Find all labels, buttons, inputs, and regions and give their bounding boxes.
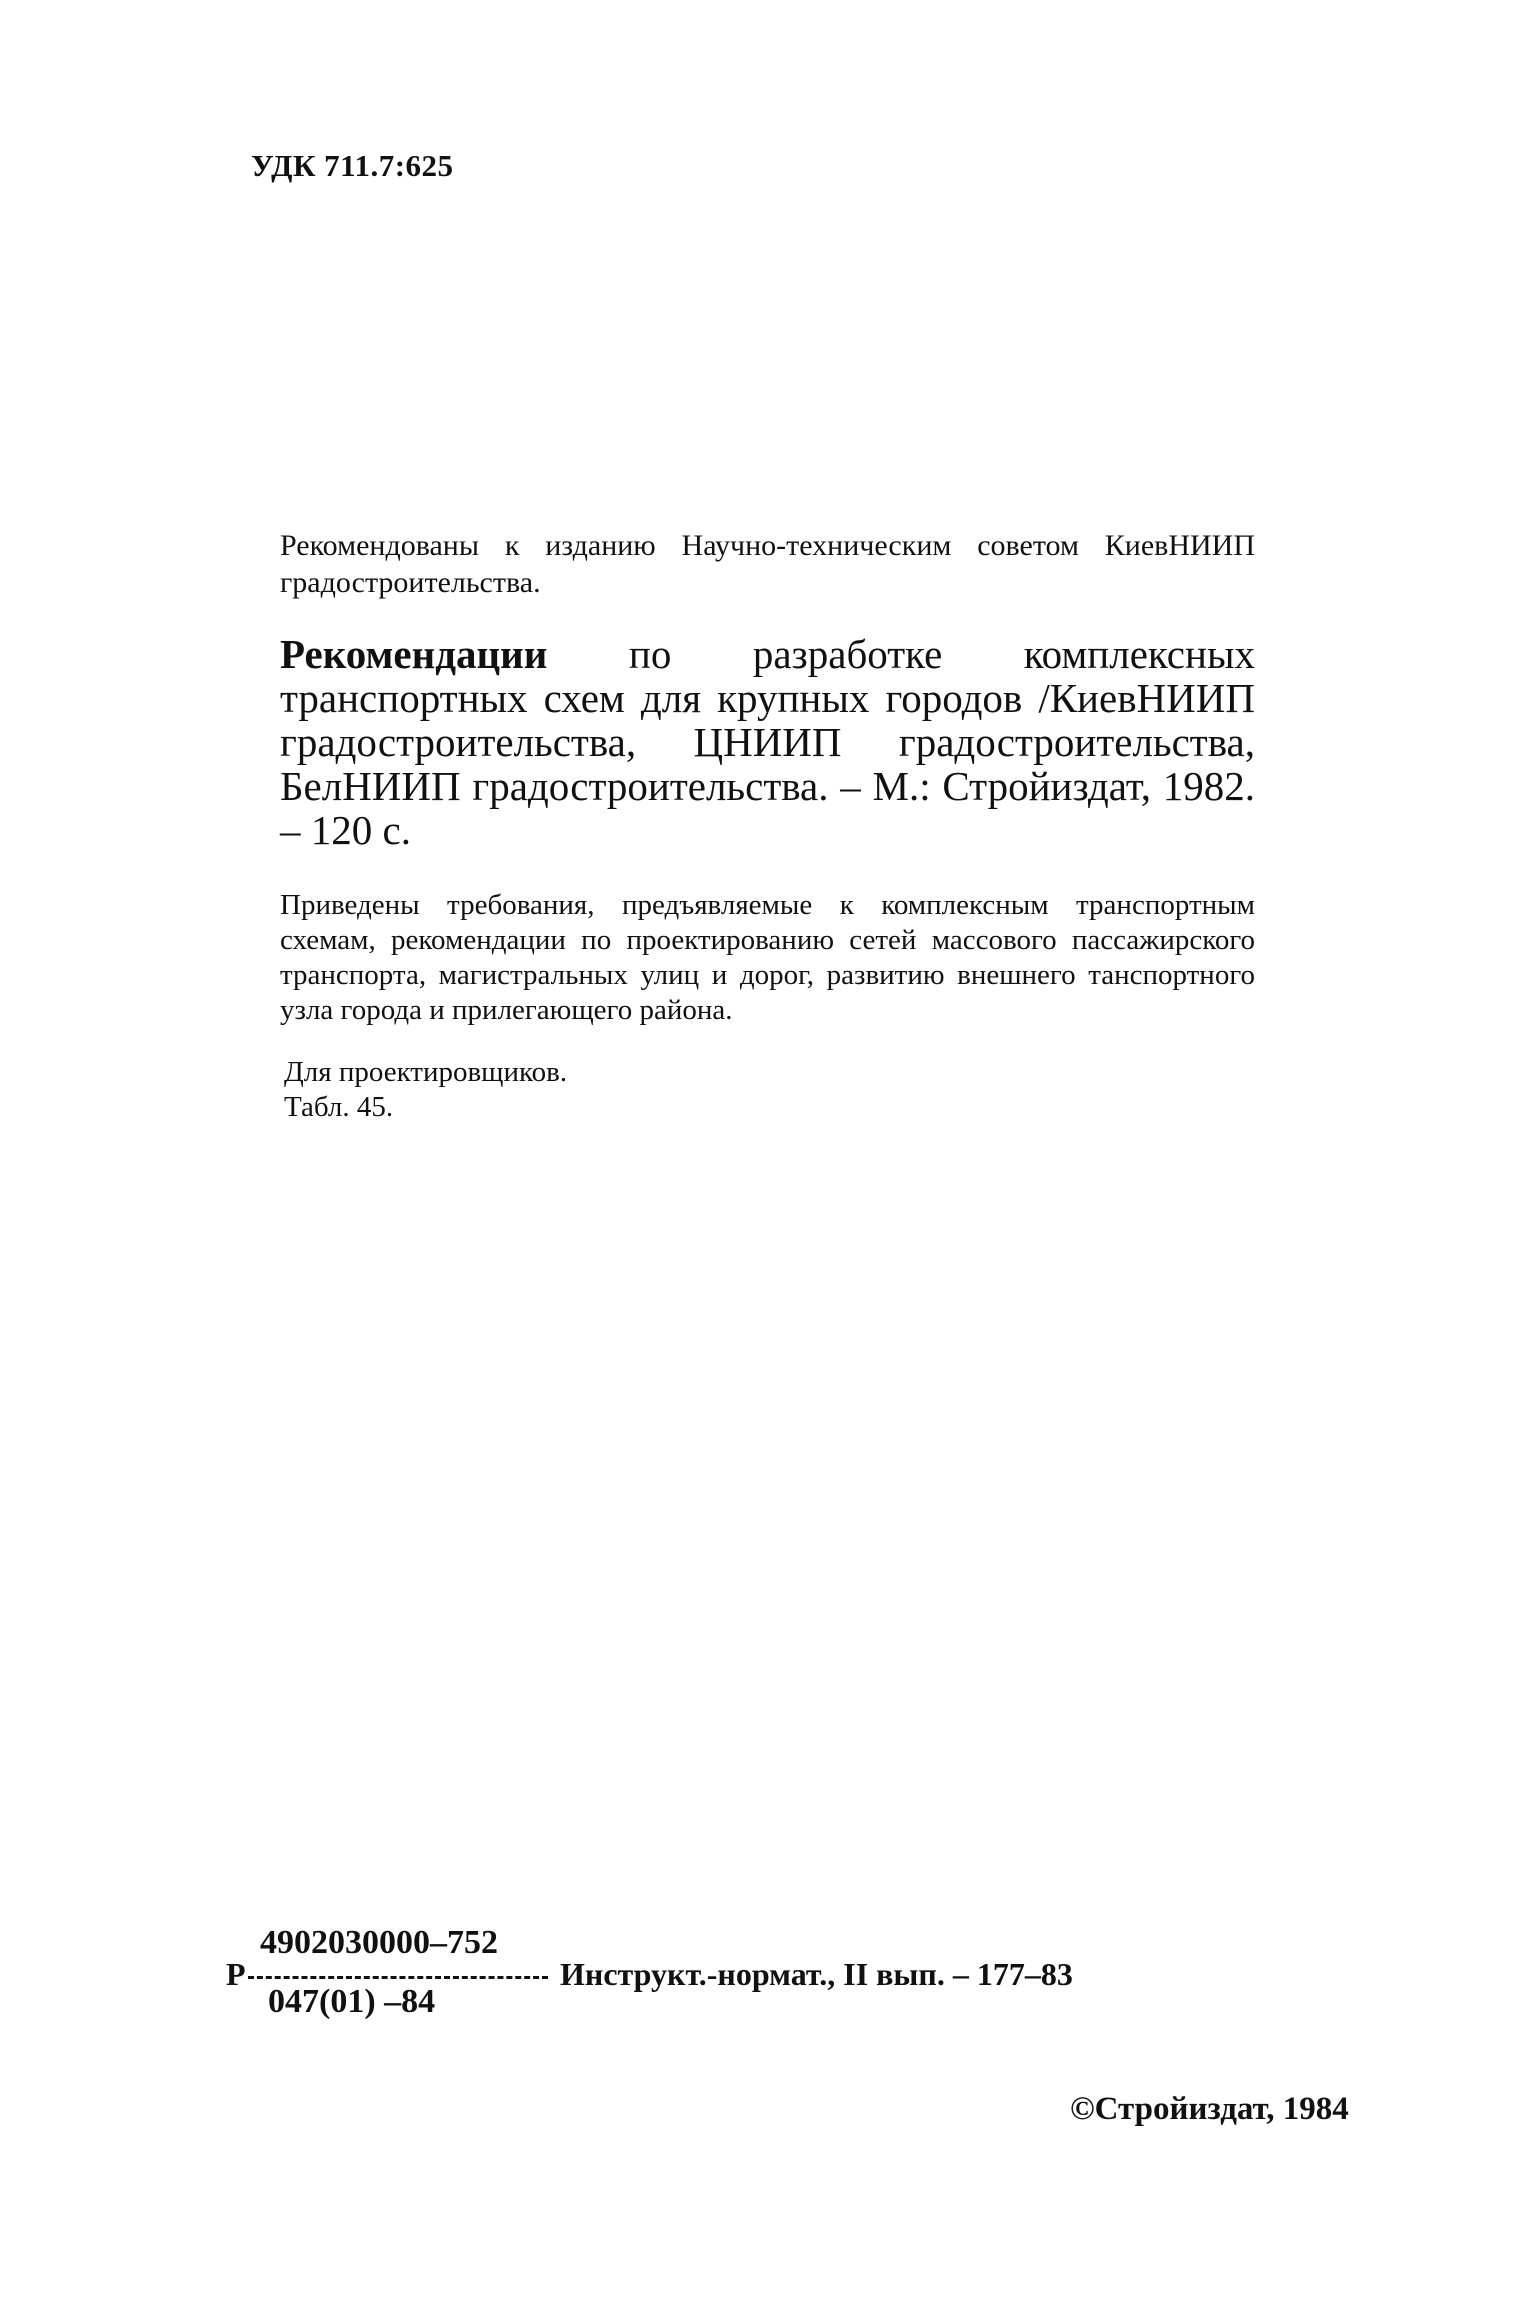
bibliographic-description	[280, 632, 1255, 852]
abstract-text: Приведены требования, предъявляемые к комплексным транспортным схемам, рекомендации по проектированию сетей массового пассажирского транспорта, магистральных улиц и дорог, развитию внешнего танспортного узла города и прилегающего района.	[280, 889, 1255, 1026]
recommendation-note: Рекомендованы к изданию Научно-техническим советом КиевНИИП градостроительства.	[280, 529, 1255, 599]
abstract	[280, 888, 1255, 1028]
audience-note: Для проектировщиков.	[284, 1056, 568, 1088]
publisher-code-numerator: 4902030000–752	[260, 1924, 498, 1961]
bibliographic-rest: по разработке комплексных транспортных схем для крупных городов /КиевНИИП градостроительства, ЦНИИП градостроительства, БелНИИП градостроительства. – М.: Стройиздат, 1982. – 120 с.	[280, 631, 1255, 853]
bibliographic-title: Рекомендации	[280, 631, 548, 677]
publisher-code-fraction-line	[248, 1976, 548, 1979]
udc-code: УДК 711.7:625	[251, 148, 454, 183]
publisher-code-denominator: 047(01) –84	[268, 1983, 436, 2020]
publisher-code-letter: Р	[226, 1956, 246, 1992]
publisher-code-series: Инструкт.-нормат., II вып. – 177–83	[560, 1956, 1073, 1992]
tables-count: Табл. 45.	[284, 1091, 394, 1123]
copyright-notice: ©Стройиздат, 1984	[1070, 2091, 1349, 2127]
